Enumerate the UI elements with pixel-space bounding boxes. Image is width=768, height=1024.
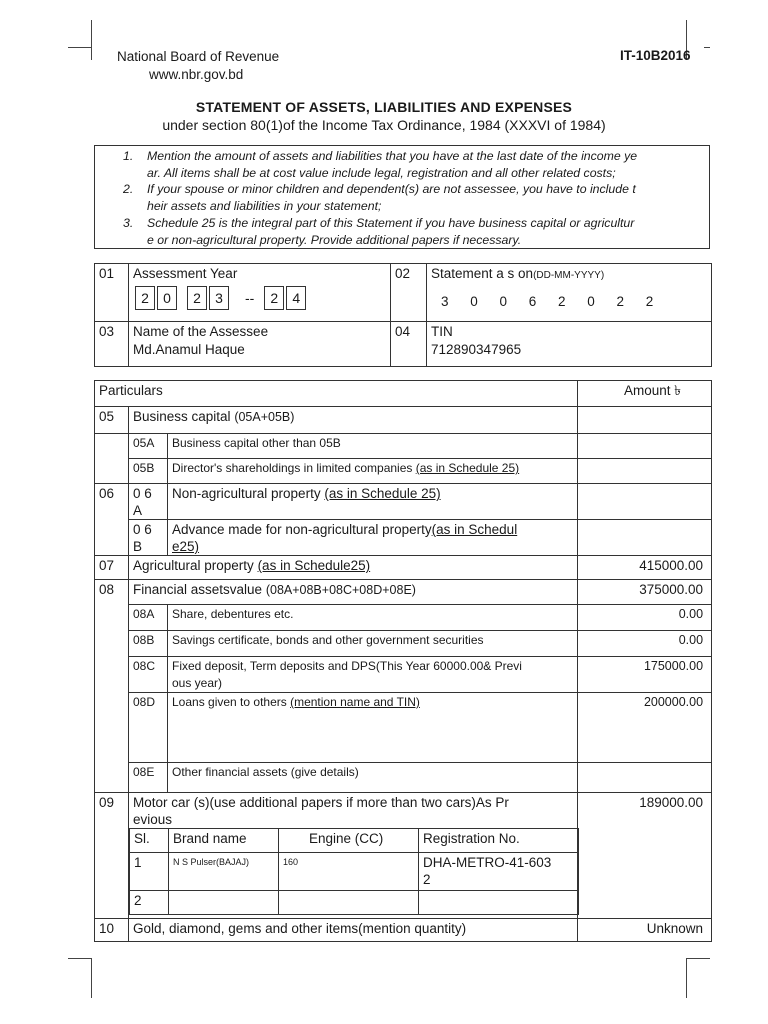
amount-cell[interactable]: 0.00	[578, 605, 712, 631]
row-label: Fixed deposit, Term deposits and DPS(This Year 60000.00& Previ ous year)	[168, 657, 578, 693]
row-label: Director's shareholdings in limited companies (as in Schedule 25)	[168, 459, 578, 484]
row-code: 0 6 B	[129, 520, 168, 556]
statement-date-cell	[427, 264, 712, 322]
row-label: Financial assetsvalue (08A+08B+08C+08D+08E)	[129, 580, 578, 605]
row-number: 09	[95, 793, 129, 919]
page-title: STATEMENT OF ASSETS, LIABILITIES AND EXPENSES	[195, 99, 573, 115]
amount-cell[interactable]	[578, 763, 712, 793]
row-code: 08B	[129, 631, 168, 657]
car-col-header: Brand name	[169, 829, 279, 853]
motor-car-cell	[129, 793, 578, 919]
row-label: Gold, diamond, gems and other items(mention quantity)	[129, 919, 578, 942]
instruction-item: 2. If your spouse or minor children and dependent(s) are not assessee, you have to include t heir assets and liabilities in your statement;	[123, 182, 636, 213]
row-code: 05B	[129, 459, 168, 484]
assessee-info-table	[94, 263, 712, 367]
instructions-box	[94, 145, 710, 249]
instruction-number: 1.	[123, 149, 134, 163]
row-number: 05	[95, 407, 129, 434]
year-digit-box[interactable]: 2	[135, 286, 155, 310]
car-sl: 2	[130, 891, 169, 915]
statement-date-value[interactable]: 3 0 0 6 2 0 2 2	[441, 294, 663, 309]
amount-cell[interactable]	[578, 520, 712, 556]
motor-car-label: Motor car (s)(use additional papers if more than two cars)As Pr evious	[133, 795, 509, 827]
crop-mark	[68, 47, 92, 48]
amount-cell[interactable]	[578, 484, 712, 520]
particulars-table	[94, 380, 712, 942]
amount-cell[interactable]: 415000.00	[578, 556, 712, 580]
particulars-header: Particulars	[95, 381, 578, 407]
row-label: Business capital other than 05B	[168, 434, 578, 459]
row-code: 08C	[129, 657, 168, 693]
row-label: Non-agricultural property (as in Schedule 25)	[168, 484, 578, 520]
row-code: 0 6 A	[129, 484, 168, 520]
form-id: IT-10B2016	[620, 48, 691, 63]
row-number: 06	[95, 484, 129, 556]
date-format-hint: (DD-MM-YYYY)	[533, 270, 605, 281]
row-code: 05A	[129, 434, 168, 459]
instruction-number: 2.	[123, 182, 134, 196]
amount-cell[interactable]: Unknown	[578, 919, 712, 942]
instruction-item: 3. Schedule 25 is the integral part of this Statement if you have business capital or agricultur e or non-agricultural property. Provide additional papers if necessary.	[123, 216, 635, 247]
amount-cell[interactable]: 0.00	[578, 631, 712, 657]
assessee-name-label: Name of the Assessee	[133, 324, 269, 339]
page-subtitle: under section 80(1)of the Income Tax Ordinance, 1984 (XXXVI of 1984)	[162, 117, 606, 133]
crop-mark	[91, 958, 92, 998]
statement-date-label: Statement a s on	[431, 266, 534, 281]
crop-mark	[91, 20, 92, 60]
row-number: 10	[95, 919, 129, 942]
amount-cell[interactable]: 200000.00	[578, 693, 712, 763]
assessment-year-cell	[129, 264, 391, 322]
field-number: 02	[391, 264, 427, 322]
assessment-year-label: Assessment Year	[133, 266, 238, 281]
car-brand[interactable]	[169, 891, 279, 915]
amount-cell[interactable]: 375000.00	[578, 580, 712, 605]
year-digit-box[interactable]: 2	[187, 286, 207, 310]
row-number: 08	[95, 580, 129, 793]
car-registration[interactable]	[419, 891, 579, 915]
year-digit-box[interactable]: 0	[157, 286, 177, 310]
year-digit-box[interactable]: 2	[264, 286, 284, 310]
car-col-header: Registration No.	[419, 829, 579, 853]
crop-mark	[686, 958, 710, 959]
crop-mark	[68, 958, 92, 959]
year-digit-box[interactable]: 4	[286, 286, 306, 310]
motor-car-table	[129, 828, 579, 915]
tin-cell	[427, 322, 712, 367]
crop-mark	[686, 958, 687, 998]
row-label: Advance made for non-agricultural property(as in Schedul e25)	[168, 520, 578, 556]
car-brand[interactable]: N S Pulser(BAJAJ)	[169, 853, 279, 891]
field-number: 04	[391, 322, 427, 367]
year-digit-box[interactable]: 3	[209, 286, 229, 310]
car-engine[interactable]: 160	[279, 853, 419, 891]
car-col-header: Engine (CC)	[279, 829, 419, 853]
instruction-item: 1. Mention the amount of assets and liabilities that you have at the last date of the income ye ar. All items shall be at cost value include legal, registration and all other related costs;	[123, 149, 638, 180]
crop-mark	[704, 47, 710, 48]
year-separator: --	[245, 290, 255, 306]
org-url[interactable]: www.nbr.gov.bd	[149, 67, 244, 82]
assessee-name-value[interactable]: Md.Anamul Haque	[133, 342, 245, 357]
amount-cell[interactable]	[578, 407, 712, 434]
header-org-block	[117, 48, 279, 84]
car-sl: 1	[130, 853, 169, 891]
instruction-number: 3.	[123, 216, 134, 230]
amount-header: Amount ৳	[578, 381, 712, 407]
tin-value[interactable]: 712890347965	[431, 342, 522, 357]
amount-cell[interactable]: 189000.00	[578, 793, 712, 919]
row-number-blank	[95, 434, 129, 484]
car-registration[interactable]: DHA-METRO-41-603 2	[419, 853, 579, 891]
car-col-header: Sl.	[130, 829, 169, 853]
row-label: Loans given to others (mention name and TIN)	[168, 693, 578, 763]
row-label: Agricultural property (as in Schedule25)	[129, 556, 578, 580]
amount-cell[interactable]	[578, 434, 712, 459]
amount-cell[interactable]: 175000.00	[578, 657, 712, 693]
car-engine[interactable]	[279, 891, 419, 915]
assessee-name-cell	[129, 322, 391, 367]
row-label: Savings certificate, bonds and other government securities	[168, 631, 578, 657]
org-name: National Board of Revenue	[117, 49, 280, 64]
amount-cell[interactable]	[578, 459, 712, 484]
row-code: 08E	[129, 763, 168, 793]
business-capital-label: Business capital (05A+05B)	[129, 407, 578, 434]
row-label: Other financial assets (give details)	[168, 763, 578, 793]
row-code: 08D	[129, 693, 168, 763]
field-number: 03	[95, 322, 129, 367]
row-label: Share, debentures etc.	[168, 605, 578, 631]
row-code: 08A	[129, 605, 168, 631]
row-number: 07	[95, 556, 129, 580]
tin-label: TIN	[431, 324, 453, 339]
field-number: 01	[95, 264, 129, 322]
